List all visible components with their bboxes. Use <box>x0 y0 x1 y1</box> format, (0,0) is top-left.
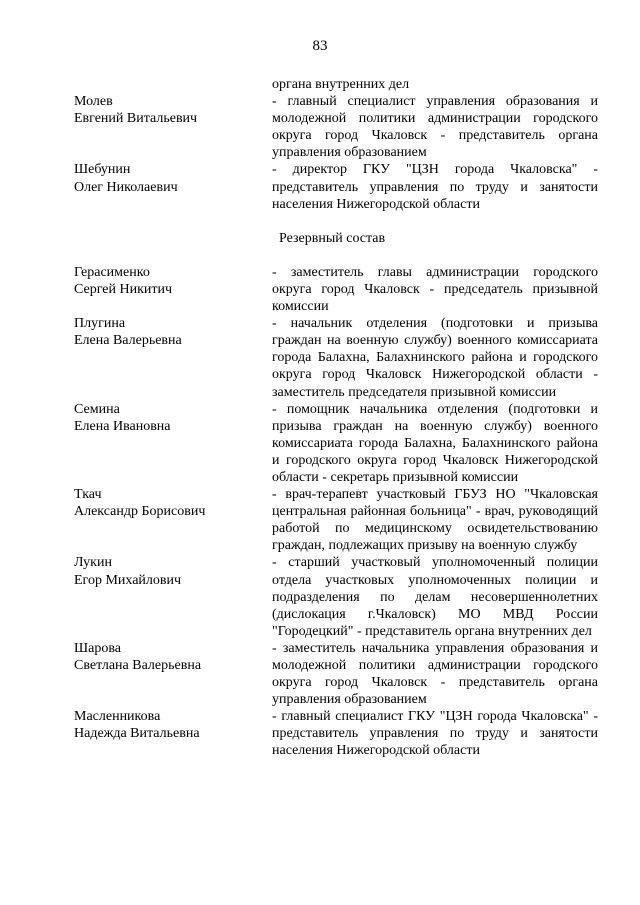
continuation-text: органа внутренних дел <box>272 77 410 92</box>
member-given-name: Елена Валерьевна <box>74 333 182 349</box>
member-surname: Ткач <box>74 487 102 503</box>
member-name <box>74 640 272 708</box>
member-name <box>74 264 272 315</box>
section-title: Резервный состав <box>279 230 386 246</box>
member-surname: Герасименко <box>74 264 150 280</box>
member-role: - начальник отделения (подготовки и призыва граждан на военную службу) военного комиссариата города Балахна, Балахнинского района и городского округа город Чкаловск Нижегородской области - заместитель председателя призывной комиссии <box>272 316 598 400</box>
member-role: - главный специалист управления образования и молодежной политики администрации городского округа город Чкаловск - представитель органа управления образованием <box>272 94 598 161</box>
list-item <box>74 161 598 212</box>
member-role: - помощник начальника отделения (подготовки и призыва граждан на военную службу) военного комиссариата города Балахна, Балахнинского района и городского округа город Чкаловск Нижегородской области - секретарь призывной комиссии <box>272 401 598 485</box>
list-item <box>74 640 598 708</box>
member-given-name: Евгений Витальевич <box>74 111 198 127</box>
list-item <box>74 486 598 554</box>
member-given-name: Надежда Витальевна <box>74 726 200 742</box>
member-given-name: Александр Борисович <box>74 504 206 520</box>
member-given-name: Сергей Никитич <box>74 281 173 297</box>
member-given-name: Елена Ивановна <box>74 418 171 434</box>
member-surname: Масленникова <box>74 709 161 725</box>
member-name <box>74 708 272 759</box>
member-surname: Семина <box>74 401 120 417</box>
member-name <box>74 315 272 400</box>
list-item <box>74 401 598 486</box>
list-item <box>74 264 598 315</box>
member-given-name: Олег Николаевич <box>74 179 178 195</box>
member-name <box>74 401 272 486</box>
member-surname: Лукин <box>74 555 112 571</box>
list-item <box>74 76 598 93</box>
page-number: 83 <box>312 38 328 54</box>
member-surname: Молев <box>74 94 113 110</box>
member-given-name: Егор Михайлович <box>74 572 182 588</box>
member-name <box>74 486 272 554</box>
member-name <box>74 161 272 212</box>
member-role: - заместитель начальника управления образования и молодежной политики администрации городского округа город Чкаловск - представитель органа управления образованием <box>272 640 598 708</box>
member-role: - главный специалист ГКУ "ЦЗН города Чкаловска" - представитель управления по труду и занятости населения Нижегородской области <box>272 709 598 759</box>
member-surname: Плугина <box>74 316 126 332</box>
list-item <box>74 708 598 759</box>
list-item <box>74 315 598 400</box>
member-role: - заместитель главы администрации городского округа город Чкаловск - председатель призывной комиссии <box>272 264 598 315</box>
list-item <box>74 554 598 639</box>
member-surname: Шарова <box>74 640 121 656</box>
member-given-name: Светлана Валерьевна <box>74 658 202 673</box>
list-item <box>74 93 598 161</box>
member-list <box>74 76 598 760</box>
member-name <box>74 554 272 639</box>
member-name <box>74 93 272 161</box>
member-surname: Шебунин <box>74 162 131 178</box>
member-role: - старший участковый уполномоченный полиции отдела участковых уполномоченных полиции и подразделения по делам несовершеннолетних (дислокация г.Чкаловск) МО МВД России "Городецкий" - представитель органа внутренних дел <box>272 555 598 639</box>
member-role: - директор ГКУ "ЦЗН города Чкаловска" - представитель управления по труду и занятости населения Нижегородской области <box>272 162 598 212</box>
member-role: - врач-терапевт участковый ГБУЗ НО "Чкаловская центральная районная больница" - врач, руководящий работой по медицинскому освидетельствованию граждан, подлежащих призыву на военную службу <box>272 487 598 554</box>
